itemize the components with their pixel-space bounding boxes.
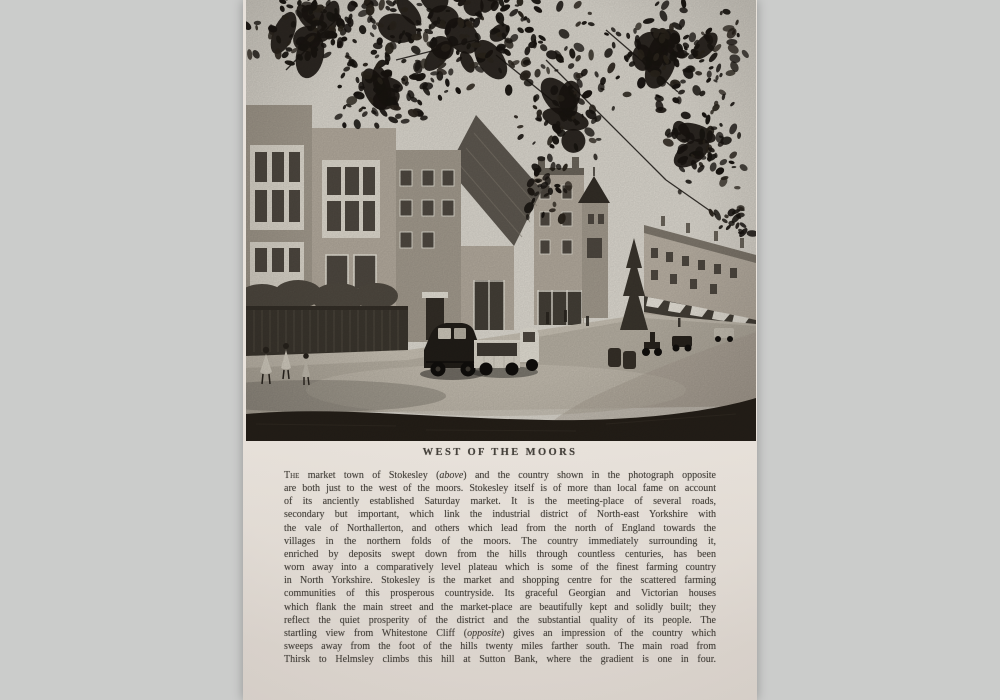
- text-line: the vale of Northallerton, and others which lead from the north of England towards the: [284, 522, 716, 535]
- text-line: secondary but important, which link the industrial district of North-east Yorkshire with: [284, 508, 716, 521]
- photo-grain: [246, 0, 756, 441]
- text-line: of its anciently established Saturday market. It is the meeting-place of several roads,: [284, 495, 716, 508]
- text-line: The market town of Stokesley (above) and the country shown in the photograph opposite: [284, 469, 716, 482]
- photo-caption-title: WEST OF THE MOORS: [243, 447, 757, 458]
- text-line: villages in the northern folds of the moors. The country immediately surrounding it,: [284, 535, 716, 548]
- street-photo-svg: [246, 0, 756, 441]
- text-line: startling view from Whitestone Cliff (opposite) gives an impression of the country which: [284, 627, 716, 640]
- text-line: worn away into a comparatively level plateau which is some of the finest farming country: [284, 561, 716, 574]
- text-line: enriched by deposits swept down from the hills through countless centuries, has been: [284, 548, 716, 561]
- text-line: Thirsk to Helmsley climbs this hill at Sutton Bank, where the gradient is one in four.: [284, 653, 716, 666]
- text-line: sweeps away from the foot of the hills twenty miles farther south. The main road from: [284, 640, 716, 653]
- text-line: are both just to the west of the moors. Stokesley itself is of more than local fame on account: [284, 482, 716, 495]
- text-line: which flank the main street and the market-place are beautifully kept and solidly built; they: [284, 601, 716, 614]
- book-page: [243, 0, 757, 700]
- text-line: reflect the quiet prosperity of the district and the substantial quality of its people. The: [284, 614, 716, 627]
- text-line: communities of this prosperous countryside. Its graceful Georgian and Victorian houses: [284, 587, 716, 600]
- body-text: [284, 469, 716, 666]
- text-line: in North Yorkshire. Stokesley is the market and shopping centre for the scattered farming: [284, 574, 716, 587]
- street-photo: [246, 0, 756, 441]
